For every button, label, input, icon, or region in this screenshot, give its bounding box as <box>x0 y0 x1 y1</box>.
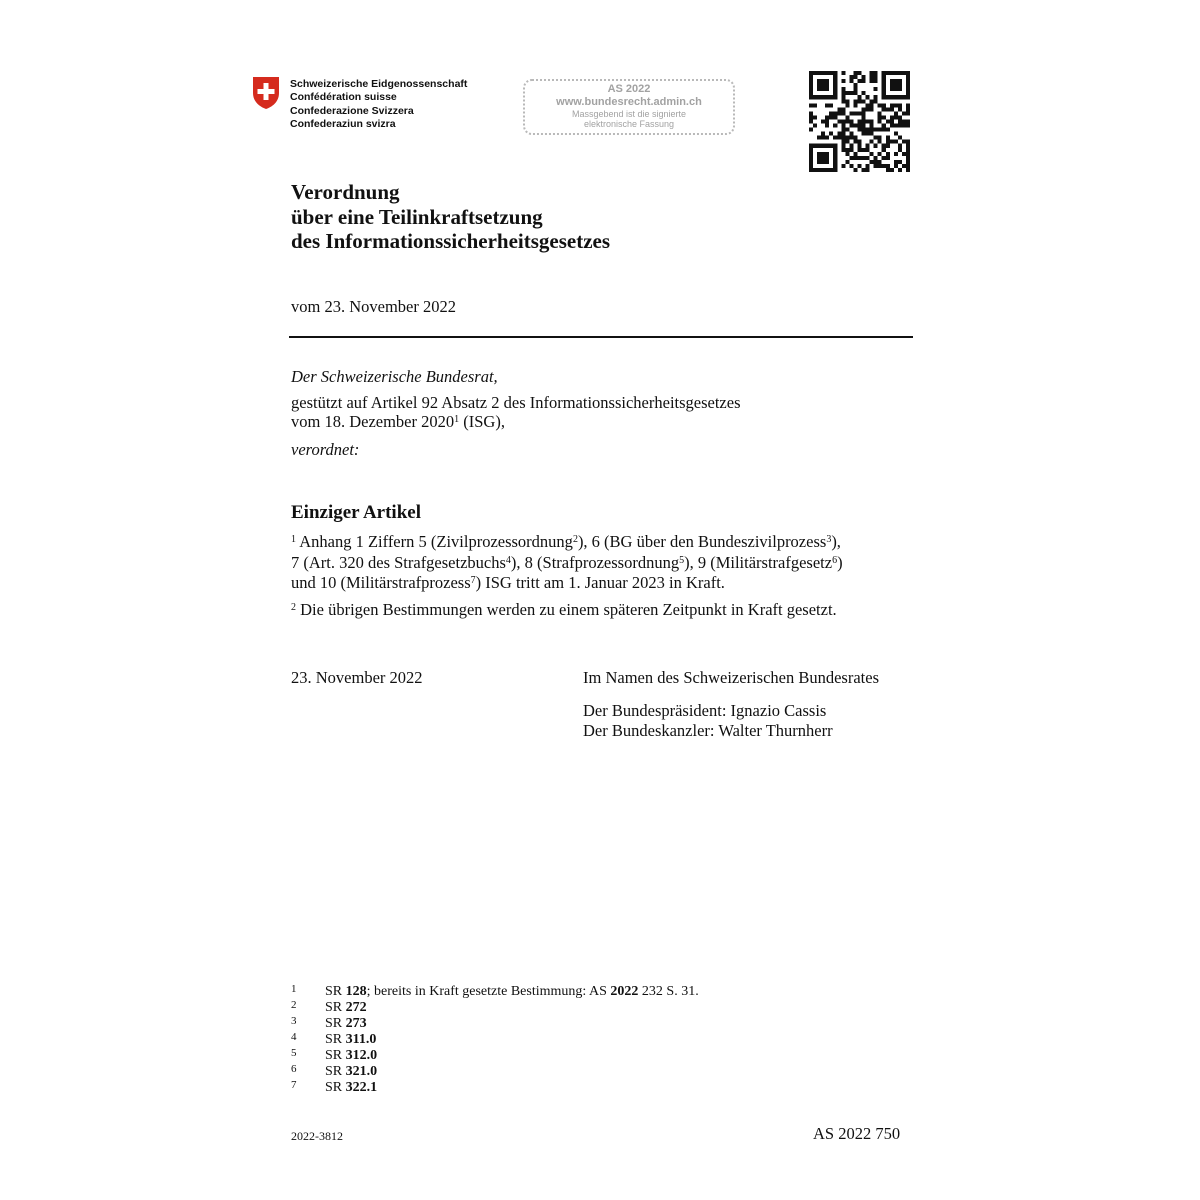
footnote-ref-7[interactable]: 7 <box>470 575 476 586</box>
signature-on-behalf: Im Namen des Schweizerischen Bundesrates <box>583 668 879 687</box>
footnote-ref-3[interactable]: 3 <box>826 534 832 545</box>
federation-name-de: Schweizerische Eidgenossenschaft <box>290 78 468 90</box>
footnote-text <box>325 1000 367 1016</box>
footnote-prefix: SR <box>325 1000 346 1015</box>
footnote-prefix: SR <box>325 1064 346 1079</box>
federation-names <box>290 78 467 131</box>
preamble-basis-line-1: gestützt auf Artikel 92 Absatz 2 des Informationssicherheitsgesetzes <box>291 393 741 412</box>
article-p1-text-c: ), <box>831 532 841 551</box>
footnote-sr-number: 272 <box>345 1000 367 1015</box>
article-p1-text-j: ) ISG tritt am 1. Januar 2023 in Kraft. <box>475 573 725 592</box>
article-p1-text-e: ), 8 (Strafprozessordnung <box>510 553 680 572</box>
footnote-text <box>325 984 699 1000</box>
federation-name-rm: Confederaziun svizra <box>290 117 396 130</box>
footnote-text <box>325 1080 377 1096</box>
signature-date: 23. November 2022 <box>291 668 423 687</box>
federation-name-it: Confederazione Svizzera <box>290 104 414 117</box>
footnote-ref-2[interactable]: 2 <box>572 534 578 545</box>
footnote-prefix: SR <box>325 1080 346 1095</box>
signature-chancellor: Der Bundeskanzler: Walter Thurnherr <box>583 721 833 740</box>
paragraph-number-2: 2 <box>291 602 296 613</box>
title-line-3: des Informationssicherheitsgesetzes <box>291 229 611 253</box>
as-stamp <box>523 79 735 135</box>
page-title <box>291 180 610 254</box>
article-p1-line-1 <box>291 532 841 552</box>
preamble-basis-end: (ISG), <box>459 412 505 431</box>
footnote-number: 4 <box>291 1031 297 1043</box>
footnote-number: 3 <box>291 1015 297 1027</box>
federation-name-fr: Confédération suisse <box>290 91 397 104</box>
article-p1-line-3 <box>291 573 725 593</box>
stamp-line-4: elektronische Fassung <box>583 119 675 129</box>
title-line-1: Verordnung <box>291 180 400 204</box>
footnote-suffix-2: 232 S. 31. <box>638 984 699 999</box>
footnote-sr-number: 128 <box>345 984 367 999</box>
document-number: 2022-3812 <box>291 1129 343 1143</box>
footnote-prefix: SR <box>325 1048 346 1063</box>
signature-president: Der Bundespräsident: Ignazio Cassis <box>583 701 827 720</box>
article-p1-text-h: ) <box>837 553 843 572</box>
article-p1-text-g: ), 9 (Militärstrafgesetz <box>684 553 833 572</box>
footnote-sr-number: 311.0 <box>345 1032 377 1047</box>
paragraph-number-1: 1 <box>291 534 296 545</box>
qr-code-icon <box>809 71 910 172</box>
footnote-prefix: SR <box>325 1032 346 1047</box>
footnote-ref-6[interactable]: 6 <box>832 555 838 566</box>
footnote-sr-number: 273 <box>345 1016 367 1031</box>
divider <box>289 336 913 338</box>
footnote-number: 7 <box>291 1079 297 1091</box>
article-p1-line-2 <box>291 553 843 573</box>
footnote-ref-4[interactable]: 4 <box>505 555 511 566</box>
article-p1-text-b: ), 6 (BG über den Bundeszivilprozess <box>577 532 827 551</box>
article-p1-text-i: und 10 (Militärstrafprozess <box>291 573 471 592</box>
footnote-text <box>325 1016 367 1032</box>
stamp-line-3: Massgebend ist die signierte <box>571 109 687 119</box>
footnote-prefix: SR <box>325 984 346 999</box>
footnote-number: 6 <box>291 1063 297 1075</box>
footnote-sr-number: 322.1 <box>345 1080 378 1095</box>
footnote-text <box>325 1048 377 1064</box>
preamble-basis-line-2 <box>291 412 505 432</box>
footnote-sr-number: 321.0 <box>345 1064 378 1079</box>
footnote-text <box>325 1032 376 1048</box>
footnote-text <box>325 1064 377 1080</box>
title-line-2: über eine Teilinkraftsetzung <box>291 204 543 229</box>
article-title: Einziger Artikel <box>291 502 421 523</box>
preamble-verb: verordnet: <box>291 440 360 459</box>
as-number: AS 2022 750 <box>813 1124 901 1143</box>
footnote-number: 2 <box>291 999 297 1011</box>
footnote-prefix: SR <box>325 1016 346 1031</box>
stamp-url[interactable]: www.bundesrecht.admin.ch <box>556 96 702 108</box>
article-p1-text-a: Anhang 1 Ziffern 5 (Zivilprozessordnung <box>296 532 573 551</box>
article-p2 <box>291 600 837 620</box>
stamp-line-1: AS 2022 <box>607 83 651 95</box>
footnote-ref-1[interactable]: 1 <box>454 414 460 425</box>
footnote-ref-5[interactable]: 5 <box>679 555 685 566</box>
footnote-sr-number: 312.0 <box>345 1048 378 1063</box>
footnote-suffix: ; bereits in Kraft gesetzte Bestimmung: AS <box>366 984 611 999</box>
preamble-authority: Der Schweizerische Bundesrat, <box>291 367 498 386</box>
article-p2-text: Die übrigen Bestimmungen werden zu einem späteren Zeitpunkt in Kraft gesetzt. <box>296 600 837 619</box>
footnote-number: 1 <box>291 983 297 995</box>
article-p1-text-d: 7 (Art. 320 des Strafgesetzbuchs <box>291 553 506 572</box>
swiss-cross-icon <box>252 76 280 110</box>
ordinance-date: vom 23. November 2022 <box>291 297 456 316</box>
footnote-number: 5 <box>291 1047 297 1059</box>
preamble-basis-text: vom 18. Dezember 2020 <box>291 412 455 431</box>
footnote-as-year: 2022 <box>610 984 639 999</box>
